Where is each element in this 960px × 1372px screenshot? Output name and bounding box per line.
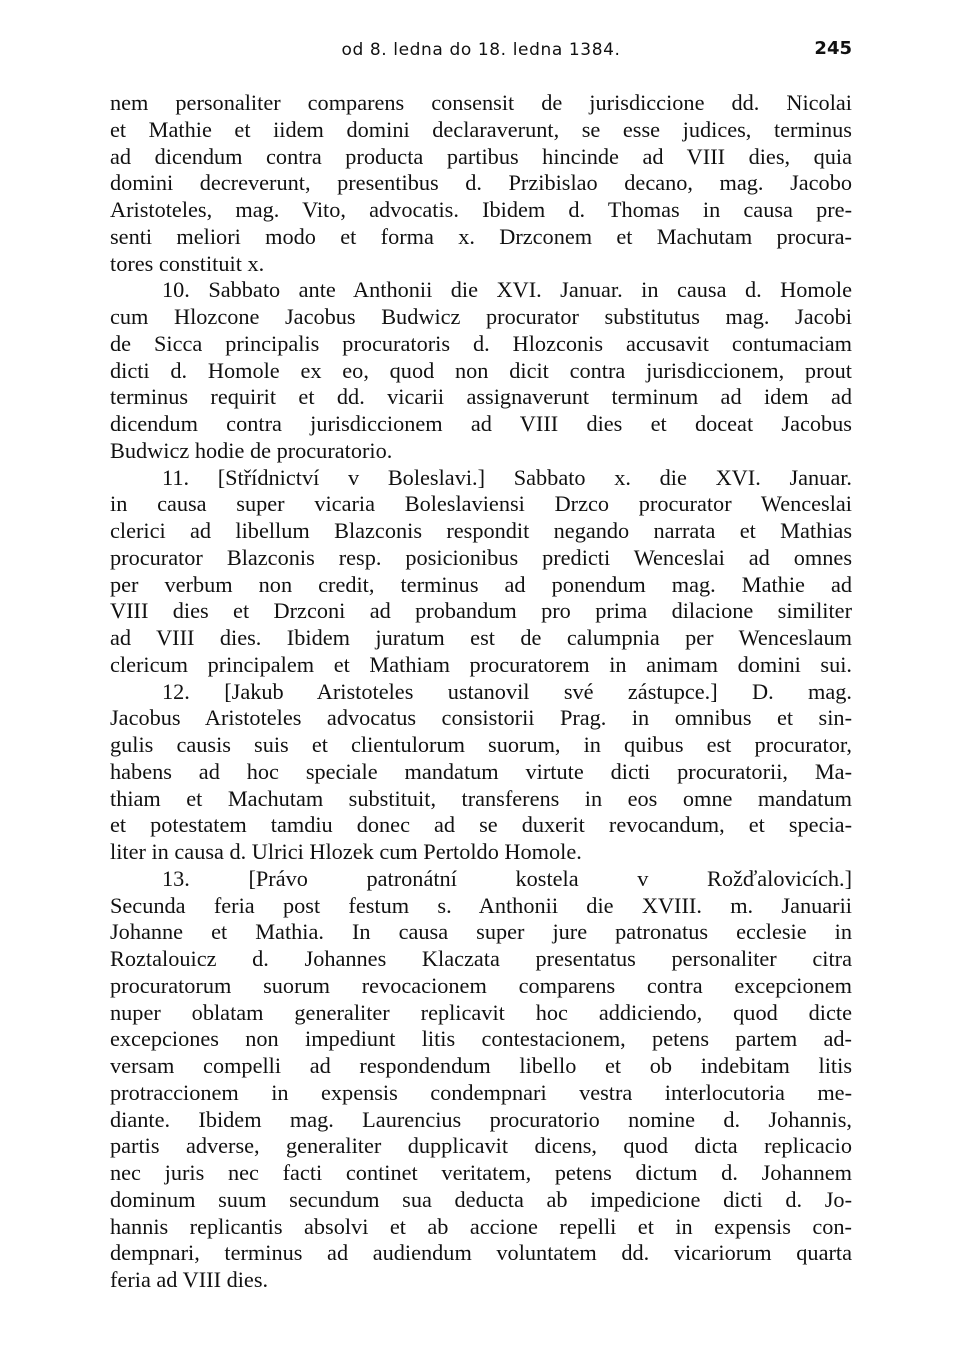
text-line: de Sicca principalis procuratoris d. Hlozconis accusavit contumaciam	[110, 330, 852, 356]
text-line: liter in causa d. Ulrici Hlozek cum Pertoldo Homole.	[110, 839, 582, 864]
text-line: cum Hlozcone Jacobus Budwicz procurator substitutus mag. Jacobi	[110, 304, 852, 329]
text-line: protraccionem in expensis condempnari vestra interlocutoria me-	[110, 1079, 852, 1105]
body-text	[110, 90, 852, 1294]
text-line: hannis replicantis absolvi et ab accione repelli et in expensis con-	[110, 1213, 852, 1239]
text-line: Aristoteles, mag. Vito, advocatis. Ibidem d. Thomas in causa pre-	[110, 197, 852, 222]
entry-13-heading: 13. [Právo patronátní kostela v Rožďalovicích.]	[162, 865, 852, 891]
text-line: ad dicendum contra producta partibus hincinde ad VIII dies, quia	[110, 143, 852, 169]
text-line: Budwicz hodie de procuratorio.	[110, 437, 393, 463]
entry-10-heading: 10. Sabbato ante Anthonii die XVI. Januar. in causa d. Homole	[162, 277, 852, 303]
entry-12-heading: 12. [Jakub Aristoteles ustanovil své zástupce.] D. mag.	[162, 678, 852, 704]
page-number: 245	[814, 38, 852, 59]
text-line: diante. Ibidem mag. Laurencius procuratorio nomine d. Johannis,	[110, 1106, 852, 1132]
text-line: clericum principalem et Mathiam procuratorem in animam domini sui.	[110, 651, 852, 677]
text-line: VIII dies et Drzconi ad probandum pro prima dilacione similiter	[110, 598, 852, 624]
entry-11-heading: 11. [Střídnictví v Boleslavi.] Sabbato x. die XVI. Januar.	[162, 464, 852, 490]
text-line: tores constituit x.	[110, 250, 265, 276]
text-line: clerici ad libellum Blazconis respondit negando narrata et Mathias	[110, 518, 852, 543]
text-line: versam compelli ad respondendum libello et ob indebitam litis	[110, 1053, 852, 1078]
text-line: dempnari, terminus ad audiendum voluntatem dd. vicariorum quarta	[110, 1240, 852, 1266]
text-line: et potestatem tamdiu donec ad se duxerit revocandum, et specia-	[110, 812, 852, 838]
text-line: Johanne et Mathia. In causa super jure patronatus ecclesie in	[110, 919, 852, 945]
text-line: terminus requirit et dd. vicarii assignaverunt terminum ad idem ad	[110, 384, 852, 410]
text-line: dicendum contra jurisdiccionem ad VIII dies et doceat Jacobus	[110, 411, 852, 436]
text-line: dicti d. Homole ex eo, quod non dicit contra jurisdiccionem, prout	[110, 357, 852, 383]
text-line: per verbum non credit, terminus ad ponendum mag. Mathie ad	[110, 571, 852, 597]
running-title: od 8. ledna do 18. ledna 1384.	[341, 40, 621, 60]
page-header	[110, 36, 852, 64]
text-line: dominum suum secundum sua deducta ab impedicione dicti d. Jo-	[110, 1186, 852, 1212]
text-line: senti meliori modo et forma x. Drzconem et Machutam procura-	[110, 223, 852, 249]
text-line: procuratorum suorum revocacionem comparens contra excepcionem	[110, 972, 852, 998]
text-line: nec juris nec facti continet veritatem, petens dictum d. Johannem	[110, 1160, 852, 1185]
text-line: et Mathie et iidem domini declaraverunt, se esse judices, terminus	[110, 116, 852, 142]
text-line: Jacobus Aristoteles advocatus consistorii Prag. in omnibus et sin-	[110, 705, 852, 731]
text-line: excepciones non impediunt litis contestacionem, petens partem ad-	[110, 1026, 852, 1052]
text-line: domini decreverunt, presentibus d. Przibislao decano, mag. Jacobo	[110, 170, 852, 196]
text-line: habens ad hoc speciale mandatum virtute dicti procuratorii, Ma-	[110, 758, 852, 784]
text-line: Secunda feria post festum s. Anthonii die XVIII. m. Januarii	[110, 892, 852, 918]
text-line: partis adverse, generaliter dupplicavit dicens, quod dicta replicacio	[110, 1133, 852, 1159]
text-line: in causa super vicaria Boleslaviensi Drzco procurator Wenceslai	[110, 491, 852, 517]
text-line: Roztalouicz d. Johannes Klaczata presentatus personaliter citra	[110, 946, 852, 971]
text-line: nem personaliter comparens consensit de jurisdiccione dd. Nicolai	[110, 90, 852, 115]
text-line: ad VIII dies. Ibidem juratum est de calumpnia per Wenceslaum	[110, 625, 852, 650]
text-line: gulis causis suis et clientulorum suorum, in quibus est procurator,	[110, 732, 852, 757]
text-line: feria ad VIII dies.	[110, 1267, 269, 1292]
text-line: nuper oblatam generaliter replicavit hoc addiciendo, quod dicte	[110, 999, 852, 1025]
text-line: procurator Blazconis resp. posicionibus predicti Wenceslai ad omnes	[110, 544, 852, 570]
text-line: thiam et Machutam substituit, transferens in eos omne mandatum	[110, 785, 852, 811]
